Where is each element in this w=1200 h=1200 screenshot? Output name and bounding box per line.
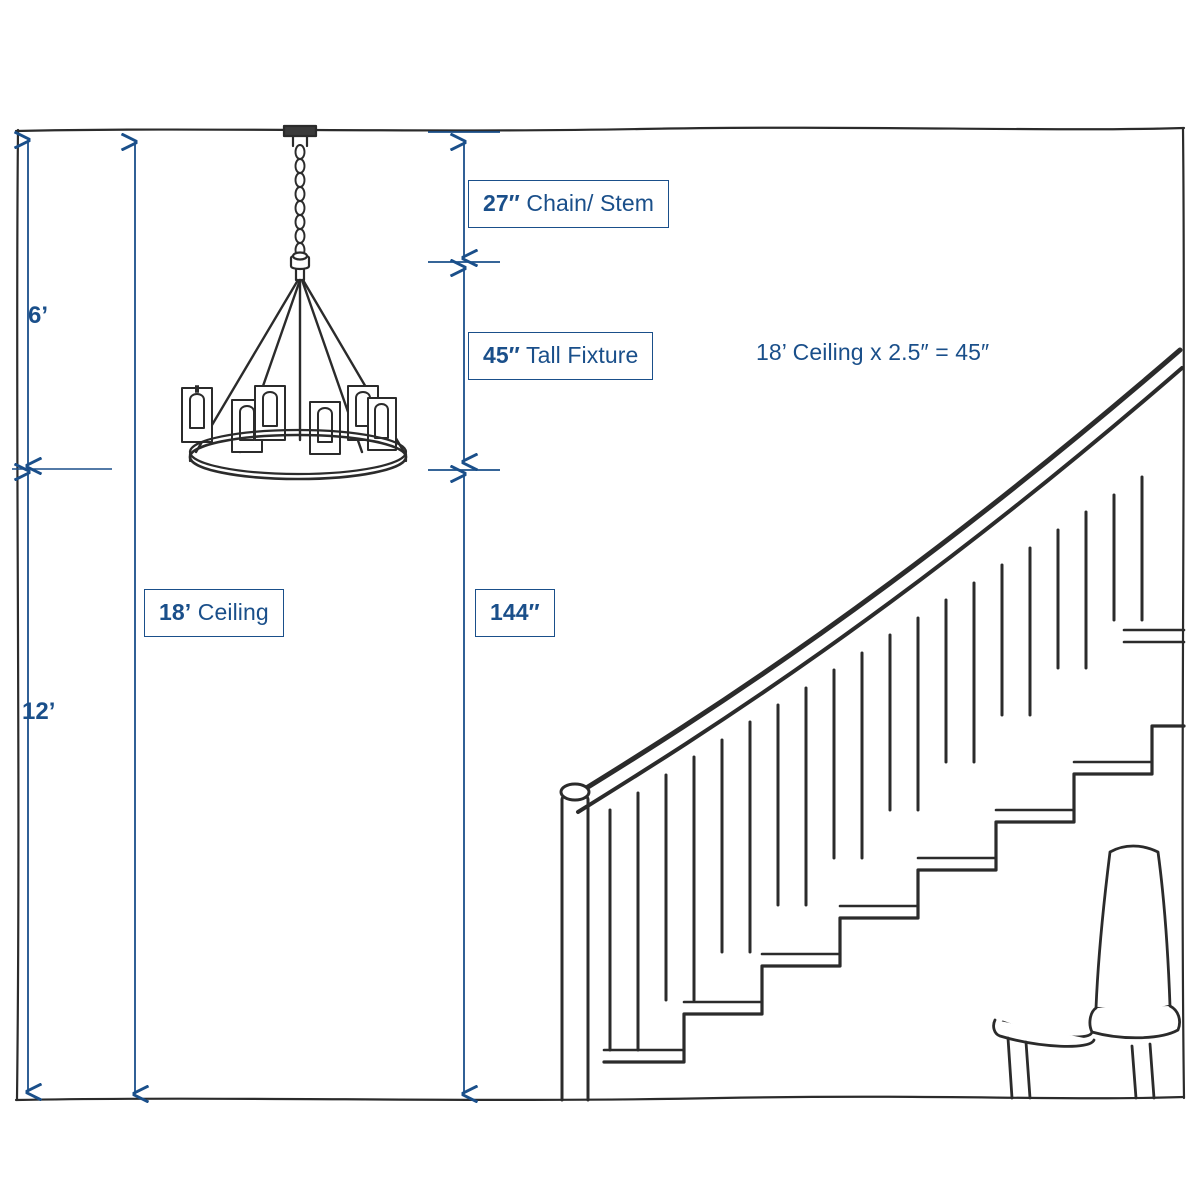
label-formula: 18’ Ceiling x 2.5″ = 45″ <box>756 339 990 365</box>
clearance-value: 144″ <box>490 599 540 625</box>
label-upper-height: 6’ <box>28 302 49 329</box>
label-lower-height: 12’ <box>22 698 56 725</box>
tall-fixture-text: Tall Fixture <box>525 342 639 368</box>
label-chain-stem <box>468 180 669 228</box>
ceiling-value: 18’ <box>159 599 192 625</box>
chain-stem-text: Chain/ Stem <box>526 190 655 216</box>
tall-fixture-value: 45″ <box>483 342 520 368</box>
label-clearance <box>475 589 555 637</box>
ceiling-text: Ceiling <box>197 599 269 625</box>
label-ceiling <box>144 589 284 637</box>
label-tall-fixture <box>468 332 653 380</box>
chain-stem-value: 27″ <box>483 190 520 216</box>
